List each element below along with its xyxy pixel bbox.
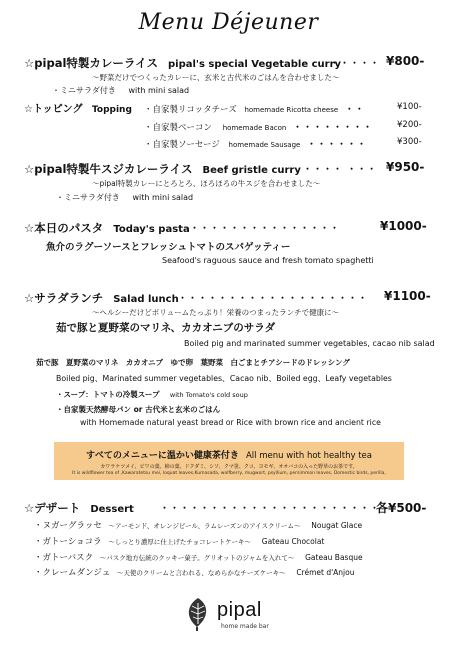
curry-dots: ・・・・・ — [330, 59, 381, 69]
logo-sub: home made bar — [221, 623, 269, 630]
topping-item-jp: ・自家製ソーセージ — [144, 140, 220, 150]
topping-item-en: homemade Sausage — [228, 141, 301, 149]
topping-price-sausage: ¥300- — [397, 137, 422, 147]
tea-box-ingredients-en: It is wildflower tea of ,Kawaratetsu mei, loquat leaves,Kumasada, wolfberry, mugwort, psyllium, persimmon leaves, Domestic birds, perilla, — [72, 471, 386, 476]
salad-lunch-en: Salad lunch — [113, 294, 179, 305]
dessert-item-en: Gateau Chocolat — [261, 537, 325, 546]
beef-salad-jp: ・ミニサラダ付き — [56, 193, 120, 202]
topping-item-en: homemade Bacon — [222, 124, 287, 132]
dessert-dots: ・・・・・・・・・・・・・・・・・・・・・・ — [160, 504, 381, 514]
curry-salad — [52, 85, 189, 96]
topping-jp: ☆トッピング — [24, 104, 83, 115]
beef-desc: ～pipal特製カレーにとろとろ、ほろほろの牛スジを合わせました～ — [92, 179, 321, 188]
topping-item-dots: ・・ — [344, 105, 365, 115]
page-title: Menu Déjeuner — [138, 10, 319, 35]
pasta-sub-en: Seafood's raguous sauce and fresh tomato spaghetti — [162, 256, 374, 265]
curry-salad-jp: ・ミニサラダ付き — [52, 86, 116, 95]
topping-item-dots: ・・・・・・ — [307, 140, 368, 150]
pasta-jp: ☆本日のパスタ — [24, 221, 104, 235]
dessert-price: 各¥500- — [376, 501, 427, 515]
curry-price: ¥800- — [386, 54, 425, 68]
pasta-price: ¥1000- — [380, 219, 427, 233]
dessert-jp: ☆デザート — [24, 501, 81, 515]
dessert-item-desc: ～バスク地方伝統のクッキー菓子。グリオットのジャムを入れて～ — [99, 554, 295, 562]
dessert-item-jp: ・ヌガーグラッセ — [34, 521, 102, 531]
beef-salad-en: with mini salad — [132, 193, 194, 202]
healthy-tea-box — [54, 442, 404, 480]
topping-item-jp: ・自家製ベーコン — [144, 123, 213, 133]
dessert-item-en: Gateau Basque — [305, 553, 363, 562]
soup-en: with Tomato's cold soup — [169, 391, 248, 399]
pasta-dots: ・・・・・・・・・・・・・・・ — [190, 224, 341, 234]
salad-lunch-dots: ・・・・・・・・・・・・・・・・・・・ — [178, 294, 369, 304]
pasta-heading — [24, 220, 190, 236]
beef-en: Beef gristle curry — [202, 165, 301, 176]
salad-lunch-sub-jp: 茹で豚と夏野菜のマリネ、カカオニブのサラダ — [56, 322, 276, 334]
topping-item-bacon — [144, 120, 373, 133]
topping-en: Topping — [91, 105, 132, 115]
leaf-icon — [183, 597, 213, 631]
tea-box-en: All menu with hot healthy tea — [245, 451, 372, 461]
curry-salad-en: with mini salad — [128, 86, 190, 95]
tea-box-ingredients-jp: カワラケツメイ、ビワの葉、柿の葉、ドクダミ、シソ、クマ笹、クコ、ヨモギ、オオバコの入った野草のお茶です。 — [100, 464, 358, 470]
beef-jp: ☆pipal特製牛スジカレーライス — [24, 162, 193, 176]
pasta-sub-jp: 魚介のラグーソースとフレッシュトマトのスパゲッティー — [46, 242, 291, 253]
curry-jp: ☆pipal特製カレーライス — [24, 56, 158, 70]
beef-price: ¥950- — [386, 160, 425, 174]
dessert-heading — [24, 500, 134, 516]
logo-name: pipal — [217, 599, 262, 621]
dessert-item-cremet — [34, 566, 354, 578]
salad-lunch-bread-jp: ・自家製天然酵母パン or 古代米と玄米のごはん — [56, 405, 221, 414]
topping-item-jp: ・自家製リコッタチーズ — [144, 105, 237, 115]
dessert-item-chocolat — [34, 535, 324, 547]
salad-lunch-ingredients-en: Boiled pig、Marinated summer vegetables、Cacao nib、Boiled egg、Leafy vegetables — [56, 374, 392, 383]
tea-box-title — [54, 448, 404, 461]
dessert-item-desc: ～しっとり濃厚に仕上げたチョコレートケーキ～ — [108, 538, 252, 546]
curry-en: pipal's special Vegetable curry — [167, 59, 342, 70]
topping-price-ricotta: ¥100- — [397, 102, 422, 112]
pipal-logo — [183, 597, 293, 637]
topping-price-bacon: ¥200- — [397, 120, 422, 130]
curry-desc: ～野菜だけでつくったカレーに、玄米と古代米のごはんを合わせました～ — [92, 73, 340, 82]
beef-salad — [56, 192, 193, 203]
dessert-item-nougat — [34, 519, 362, 531]
topping-heading — [24, 100, 132, 115]
beef-heading — [24, 161, 301, 177]
soup-jp: ・スープ：トマトの冷製スープ — [56, 390, 160, 399]
salad-lunch-price: ¥1100- — [384, 289, 431, 303]
dessert-item-basque — [34, 551, 363, 563]
topping-item-en: homemade Ricotta cheese — [244, 106, 339, 114]
dessert-item-jp: ・ガトーバスク — [34, 553, 94, 563]
dessert-item-en: Crémet d'Anjou — [296, 568, 355, 577]
salad-lunch-jp: ☆サラダランチ — [24, 291, 104, 305]
salad-lunch-desc: ～ヘルシーだけどボリュームたっぷり！栄養のつまったランチで健康に～ — [92, 308, 340, 317]
beef-dots: ・・・・ ・・・ — [303, 165, 378, 175]
pasta-en: Today's pasta — [113, 224, 190, 235]
topping-item-ricotta — [144, 102, 365, 115]
dessert-item-desc: ～天使のクリームと言われる、なめらかなチーズケーキ～ — [116, 569, 286, 577]
topping-item-sausage — [144, 137, 367, 150]
salad-lunch-bread-en: with Homemade natural yeast bread or Rice with brown rice and ancient rice — [80, 418, 381, 427]
topping-item-dots: ・・・・・・・・ — [293, 123, 374, 133]
curry-heading — [24, 55, 341, 71]
salad-lunch-soup — [56, 389, 248, 400]
tea-box-jp: すべてのメニューに温かい健康茶付き — [86, 451, 239, 461]
dessert-item-jp: ・クレームダンジュ — [34, 568, 111, 578]
dessert-item-jp: ・ガトーショコラ — [34, 537, 102, 547]
dessert-item-desc: ～アーモンド、オレンジピール、ラムレーズンのアイスクリーム～ — [108, 522, 301, 530]
dessert-item-en: Nougat Glace — [311, 521, 363, 530]
salad-lunch-sub-en: Boiled pig and marinated summer vegetables, cacao nib salad — [184, 339, 435, 348]
salad-lunch-heading — [24, 290, 179, 306]
salad-lunch-ingredients-jp: 茹で豚 夏野菜のマリネ カカオニブ ゆで卵 葉野菜 白ごまとチアシードのドレッシング — [36, 358, 350, 367]
dessert-en: Dessert — [90, 504, 134, 515]
